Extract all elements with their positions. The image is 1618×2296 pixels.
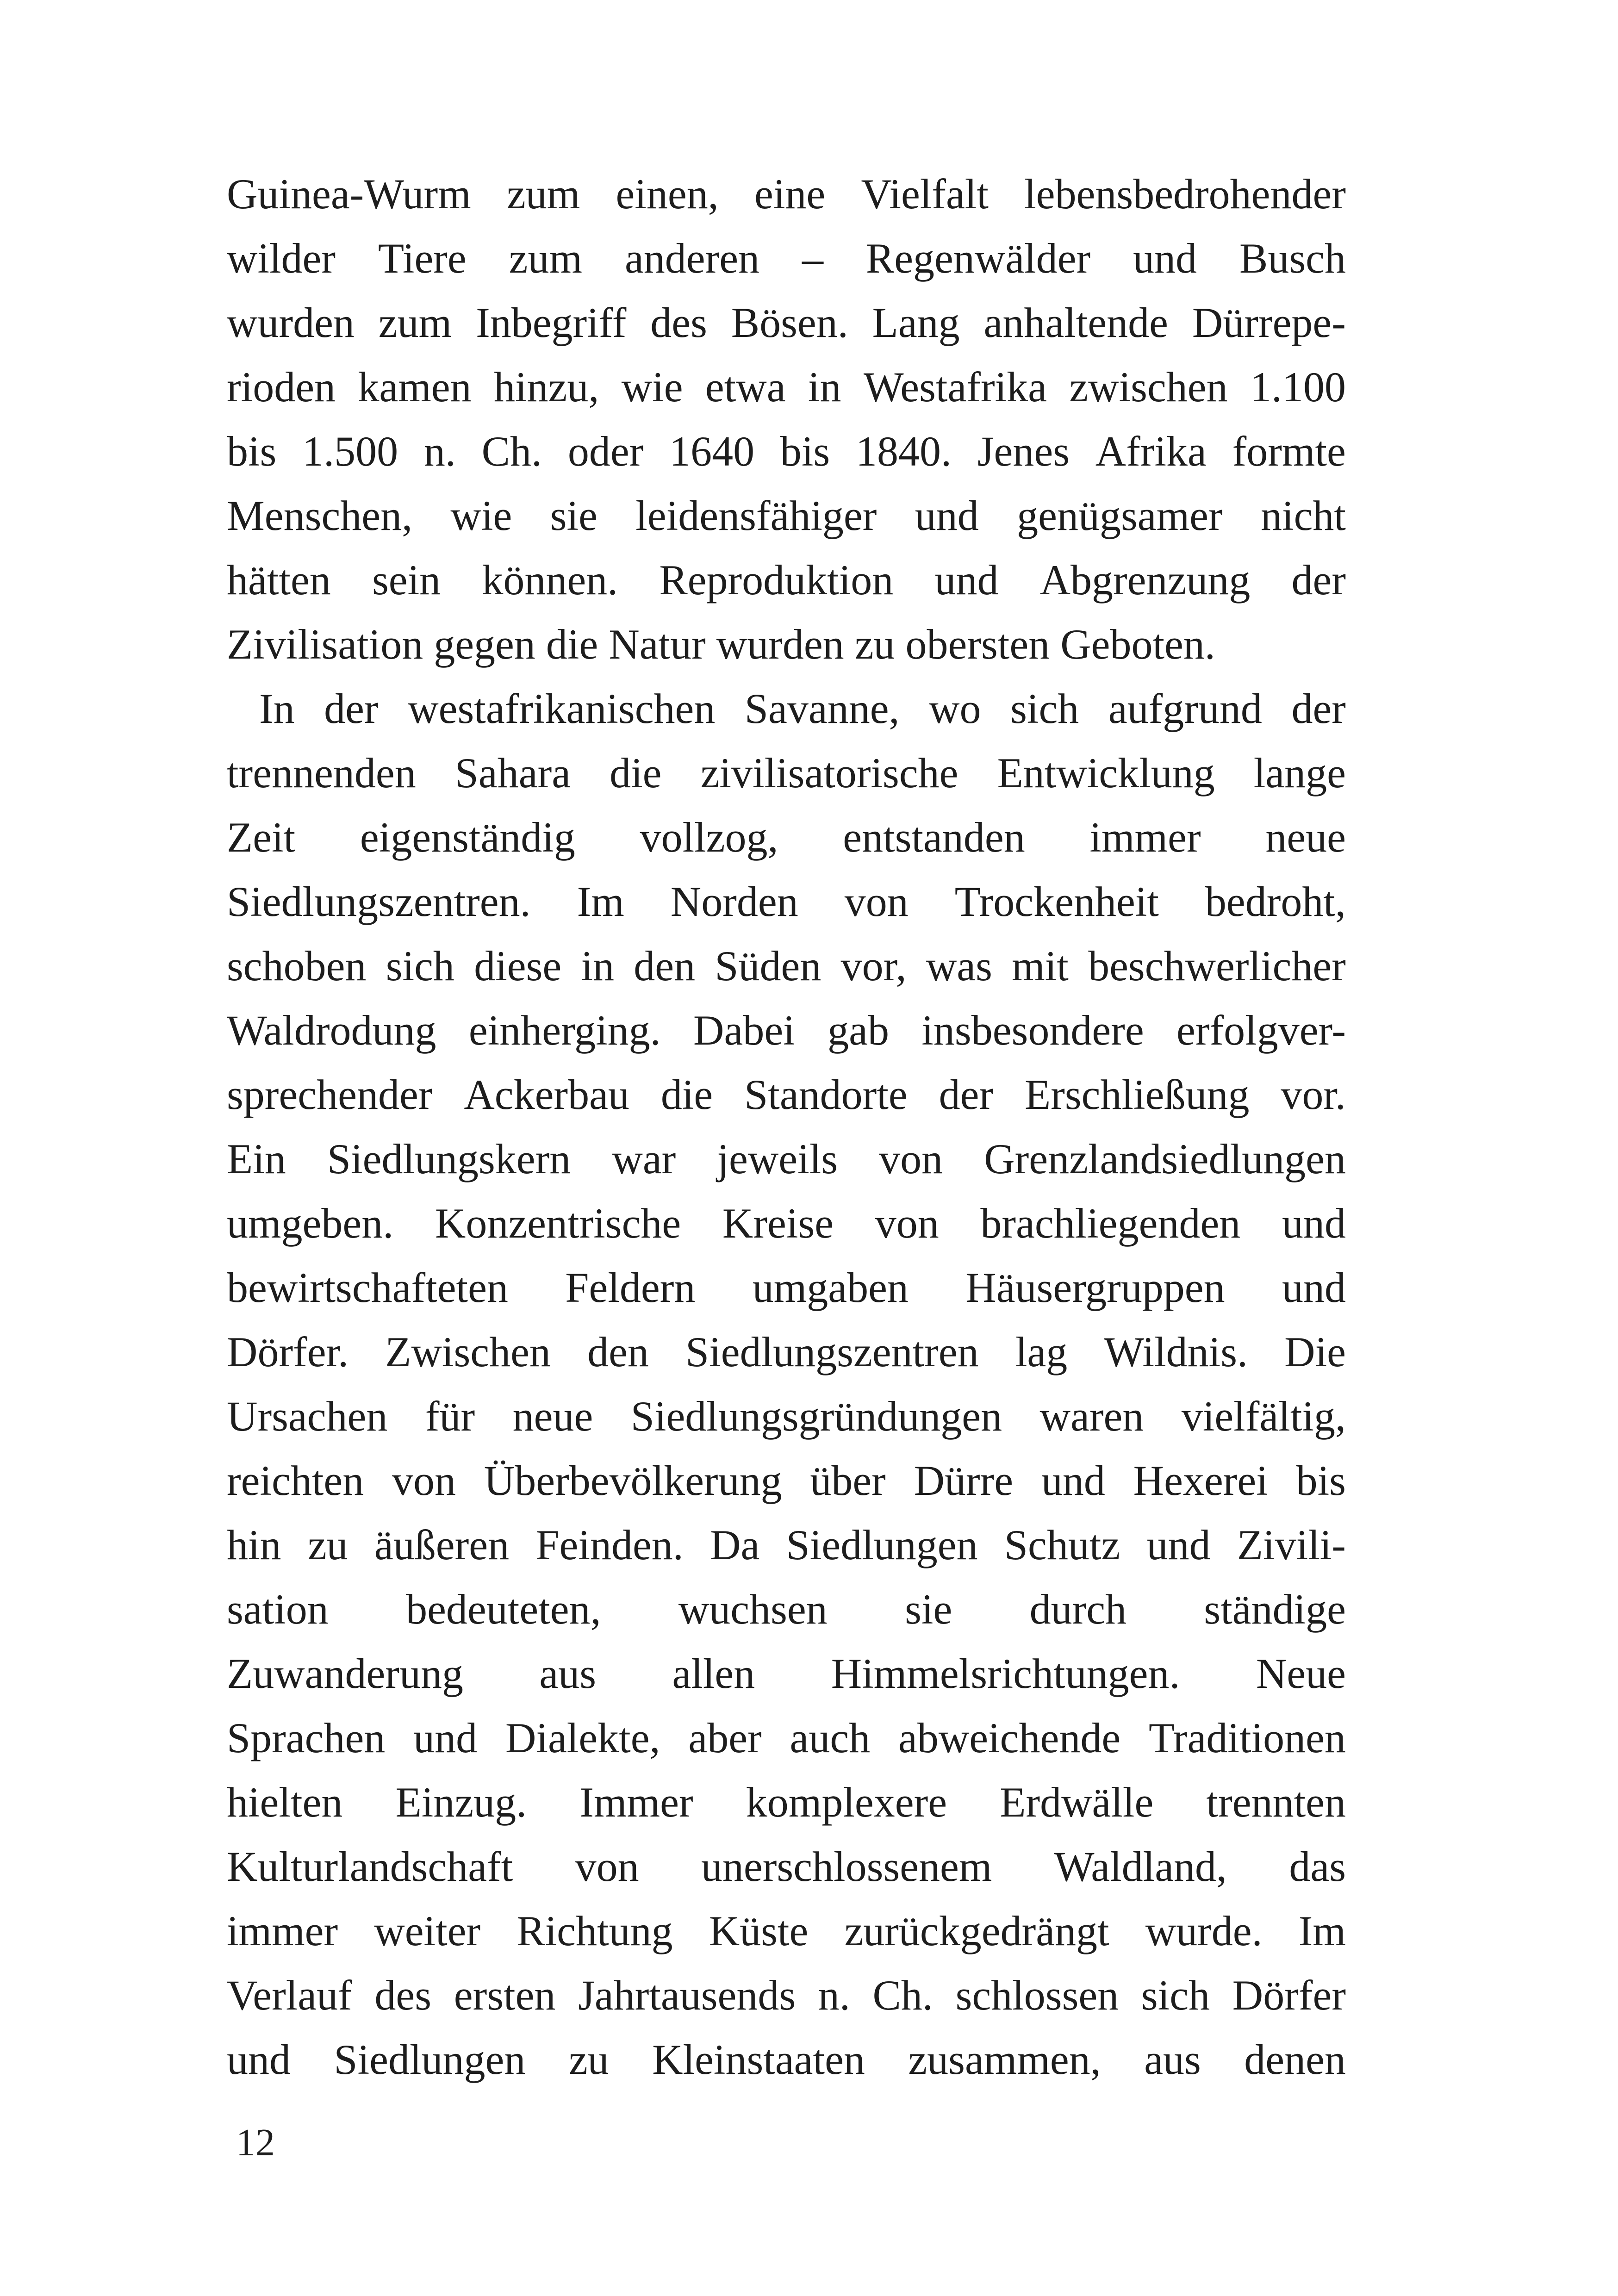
- word: zurückgedrängt: [844, 1907, 1109, 1954]
- word: Im: [1298, 1907, 1346, 1954]
- text-line: [227, 998, 1346, 1063]
- word: sich: [1010, 685, 1079, 732]
- word: in: [808, 363, 841, 411]
- word: umgaben: [752, 1264, 909, 1311]
- word: Süden: [715, 942, 821, 989]
- word: von: [875, 1200, 939, 1247]
- word: Immer: [579, 1779, 693, 1826]
- word: wilder: [227, 235, 336, 282]
- word: komplexere: [746, 1779, 947, 1826]
- word: ersten: [454, 1972, 556, 2019]
- word: formte: [1232, 428, 1346, 475]
- word: –: [802, 235, 823, 282]
- word: Ein: [227, 1135, 286, 1182]
- word: In: [259, 685, 295, 732]
- word: Regenwälder: [865, 235, 1091, 282]
- word: und: [1282, 1264, 1346, 1311]
- text-line: [227, 1899, 1346, 1963]
- text-line: [227, 1706, 1346, 1770]
- word: Trockenheit: [954, 878, 1159, 925]
- text-line: [227, 484, 1346, 548]
- word: Sprachen: [227, 1714, 386, 1761]
- word: und: [1282, 1200, 1346, 1247]
- word: der: [324, 685, 379, 732]
- text-line: [227, 1127, 1346, 1191]
- word: Geboten.: [1060, 621, 1215, 668]
- text-line: [227, 1642, 1346, 1706]
- word: zusammen,: [908, 2036, 1101, 2083]
- text-line: [227, 1577, 1346, 1642]
- word: Grenzlandsiedlungen: [984, 1135, 1346, 1182]
- text-line: [227, 162, 1346, 226]
- text-line: [227, 291, 1346, 355]
- word: hinzu,: [493, 363, 599, 411]
- word: sein: [372, 556, 441, 604]
- word: Ch.: [481, 428, 542, 475]
- word: Zivili-: [1237, 1521, 1346, 1568]
- word: für: [425, 1393, 475, 1440]
- word: lag: [1015, 1328, 1068, 1375]
- word: nicht: [1261, 492, 1346, 539]
- text-line: [227, 1191, 1346, 1256]
- word: Ackerbau: [464, 1071, 629, 1118]
- word: vor,: [840, 942, 907, 989]
- word: westafrikanischen: [408, 685, 716, 732]
- word: und: [1146, 1521, 1211, 1568]
- word: Erdwälle: [1000, 1779, 1154, 1826]
- word: die: [546, 621, 598, 668]
- text-line: [227, 870, 1346, 934]
- word: Sahara: [454, 749, 571, 796]
- word: wurden: [227, 299, 355, 346]
- word: wo: [929, 685, 981, 732]
- word: von: [575, 1843, 639, 1890]
- text-line: [227, 1256, 1346, 1320]
- word: durch: [1029, 1586, 1127, 1633]
- text-line: [227, 226, 1346, 291]
- text-line: [227, 355, 1346, 419]
- word: sie: [905, 1586, 952, 1633]
- word: Bösen.: [731, 299, 848, 346]
- word: bis: [227, 428, 277, 475]
- word: immer: [227, 1907, 338, 1954]
- word: und: [1041, 1457, 1105, 1504]
- text-line: [227, 1513, 1346, 1577]
- word: hielten: [227, 1779, 343, 1826]
- text-line: [227, 741, 1346, 805]
- word: wie: [450, 492, 512, 539]
- word: schoben: [227, 942, 367, 989]
- word: den: [634, 942, 696, 989]
- word: Tiere: [378, 235, 467, 282]
- word: des: [650, 299, 707, 346]
- word: Reproduktion: [659, 556, 894, 604]
- word: hin: [227, 1521, 281, 1568]
- word: Standorte: [744, 1071, 908, 1118]
- word: und: [413, 1714, 478, 1761]
- word: 1.500: [302, 428, 398, 475]
- word: rioden: [227, 363, 336, 411]
- word: Menschen,: [227, 492, 413, 539]
- word: jeweils: [717, 1135, 838, 1182]
- word: 1640: [669, 428, 755, 475]
- word: Einzug.: [395, 1779, 527, 1826]
- word: Im: [577, 878, 624, 925]
- word: des: [374, 1972, 432, 2019]
- word: trennenden: [227, 749, 416, 796]
- word: entstanden: [843, 814, 1025, 861]
- text-line: [227, 1384, 1346, 1449]
- text-line: [227, 419, 1346, 484]
- word: Dürre: [914, 1457, 1014, 1504]
- text-line: [227, 805, 1346, 870]
- word: Ursachen: [227, 1393, 388, 1440]
- word: kamen: [358, 363, 472, 411]
- word: aber: [688, 1714, 762, 1761]
- word: Waldrodung: [227, 1007, 436, 1054]
- word: Erschließung: [1025, 1071, 1250, 1118]
- word: Jenes: [977, 428, 1070, 475]
- word: Zwischen: [385, 1328, 551, 1375]
- word: gegen: [434, 621, 535, 668]
- word: vollzog,: [640, 814, 778, 861]
- word: Kreise: [722, 1200, 834, 1247]
- word: und: [934, 556, 999, 604]
- word: reichten: [227, 1457, 364, 1504]
- text-line: [227, 1063, 1346, 1127]
- word: Schutz: [1004, 1521, 1120, 1568]
- word: und: [915, 492, 979, 539]
- word: bis: [1296, 1457, 1346, 1504]
- word: wurde.: [1145, 1907, 1263, 1954]
- word: eine: [754, 170, 826, 218]
- word: in: [581, 942, 615, 989]
- word: ständige: [1204, 1586, 1346, 1633]
- word: wie: [621, 363, 683, 411]
- word: Siedlungen: [334, 2036, 526, 2083]
- word: immer: [1089, 814, 1201, 861]
- word: bedeuteten,: [406, 1586, 601, 1633]
- word: sich: [1141, 1972, 1210, 2019]
- word: was: [926, 942, 992, 989]
- word: auch: [790, 1714, 871, 1761]
- word: 1840.: [855, 428, 952, 475]
- word: zivilisatorische: [700, 749, 958, 796]
- word: Dörfer: [1232, 1972, 1346, 2019]
- word: schlossen: [955, 1972, 1119, 2019]
- word: Wildnis.: [1104, 1328, 1248, 1375]
- word: einherging.: [468, 1007, 661, 1054]
- word: unerschlossenem: [701, 1843, 992, 1890]
- word: n.: [423, 428, 456, 475]
- word: trennten: [1206, 1779, 1346, 1826]
- word: zu: [307, 1521, 348, 1568]
- word: von: [879, 1135, 943, 1182]
- word: Zuwanderung: [227, 1650, 463, 1697]
- word: Dürrepe-: [1192, 299, 1346, 346]
- word: Savanne,: [744, 685, 900, 732]
- word: der: [1291, 685, 1346, 732]
- word: neue: [512, 1393, 593, 1440]
- word: Siedlungsgründungen: [630, 1393, 1002, 1440]
- word: Entwicklung: [997, 749, 1215, 796]
- word: brachliegenden: [980, 1200, 1241, 1247]
- word: sich: [386, 942, 454, 989]
- word: mit: [1012, 942, 1069, 989]
- word: Waldland,: [1054, 1843, 1227, 1890]
- word: Dabei: [693, 1007, 795, 1054]
- text-line: [227, 548, 1346, 612]
- word: Lang: [872, 299, 960, 346]
- word: Da: [710, 1521, 760, 1568]
- word: Westafrika: [863, 363, 1047, 411]
- word: einen,: [616, 170, 719, 218]
- word: Häusergruppen: [965, 1264, 1225, 1311]
- word: zum: [378, 299, 452, 346]
- word: hätten: [227, 556, 331, 604]
- word: Abgrenzung: [1039, 556, 1251, 604]
- word: Afrika: [1095, 428, 1207, 475]
- word: Siedlungszentren: [685, 1328, 979, 1375]
- word: Zivilisation: [227, 621, 423, 668]
- word: lebensbedrohender: [1024, 170, 1346, 218]
- word: Busch: [1239, 235, 1346, 282]
- word: zum: [509, 235, 583, 282]
- word: Siedlungskern: [327, 1135, 571, 1182]
- text-line: [227, 1963, 1346, 2028]
- word: denen: [1244, 2036, 1346, 2083]
- word: Kulturlandschaft: [227, 1843, 513, 1890]
- word: zum: [506, 170, 580, 218]
- word: die: [610, 749, 662, 796]
- word: wurden: [716, 621, 844, 668]
- word: zu: [568, 2036, 609, 2083]
- word: Küste: [709, 1907, 809, 1954]
- word: n.: [818, 1972, 850, 2019]
- word: wuchsen: [678, 1586, 828, 1633]
- word: Inbegriff: [476, 299, 627, 346]
- word: gab: [828, 1007, 889, 1054]
- text-line: [227, 1835, 1346, 1899]
- word: beschwerlicher: [1088, 942, 1346, 989]
- text-line: [227, 934, 1346, 998]
- word: äußeren: [374, 1521, 510, 1568]
- word: diese: [474, 942, 562, 989]
- word: aus: [1144, 2036, 1201, 2083]
- text-line: [227, 1449, 1346, 1513]
- word: sation: [227, 1586, 329, 1633]
- word: Siedlungen: [786, 1521, 978, 1568]
- word: den: [587, 1328, 649, 1375]
- word: abweichende: [898, 1714, 1121, 1761]
- word: von: [392, 1457, 456, 1504]
- word: Zeit: [227, 814, 296, 861]
- word: Traditionen: [1148, 1714, 1346, 1761]
- word: können.: [482, 556, 618, 604]
- word: Dörfer.: [227, 1328, 349, 1375]
- word: Natur: [609, 621, 706, 668]
- word: der: [1291, 556, 1346, 604]
- word: und: [227, 2036, 291, 2083]
- word: Siedlungszentren.: [227, 878, 531, 925]
- word: insbesondere: [921, 1007, 1144, 1054]
- word: Ch.: [872, 1972, 933, 2019]
- word: anhaltende: [983, 299, 1168, 346]
- word: Himmelsrichtungen.: [831, 1650, 1180, 1697]
- text-line: [227, 677, 1346, 741]
- text-line: [227, 612, 1346, 677]
- word: neue: [1265, 814, 1346, 861]
- word: die: [660, 1071, 713, 1118]
- word: waren: [1039, 1393, 1144, 1440]
- word: und: [1133, 235, 1197, 282]
- word: obersten: [905, 621, 1050, 668]
- word: lange: [1253, 749, 1346, 796]
- word: eigenständig: [360, 814, 575, 861]
- word: über: [810, 1457, 886, 1504]
- word: genügsamer: [1017, 492, 1223, 539]
- word: erfolgver-: [1176, 1007, 1346, 1054]
- word: war: [612, 1135, 676, 1182]
- word: aus: [539, 1650, 597, 1697]
- word: Richtung: [517, 1907, 673, 1954]
- word: leidensfähiger: [635, 492, 877, 539]
- word: Feinden.: [535, 1521, 684, 1568]
- word: Feldern: [565, 1264, 696, 1311]
- word: zwischen: [1069, 363, 1228, 411]
- word: sprechender: [227, 1071, 433, 1118]
- word: umgeben.: [227, 1200, 394, 1247]
- word: anderen: [624, 235, 760, 282]
- word: 1.100: [1250, 363, 1346, 411]
- text-line: [227, 1320, 1346, 1384]
- word: oder: [567, 428, 644, 475]
- word: Guinea-Wurm: [227, 170, 471, 218]
- word: Die: [1284, 1328, 1346, 1375]
- word: Konzentrische: [435, 1200, 681, 1247]
- word: der: [939, 1071, 994, 1118]
- word: Neue: [1256, 1650, 1346, 1697]
- word: Vielfalt: [861, 170, 989, 218]
- word: bis: [780, 428, 830, 475]
- text-line: [227, 2028, 1346, 2092]
- word: bewirtschafteten: [227, 1264, 508, 1311]
- word: Hexerei: [1133, 1457, 1268, 1504]
- word: Dialekte,: [505, 1714, 660, 1761]
- word: weiter: [374, 1907, 481, 1954]
- body-text: [227, 162, 1346, 2092]
- word: bedroht,: [1205, 878, 1346, 925]
- word: zu: [854, 621, 895, 668]
- word: etwa: [705, 363, 786, 411]
- word: Überbevölkerung: [484, 1457, 782, 1504]
- word: sie: [550, 492, 597, 539]
- word: Norden: [670, 878, 798, 925]
- word: vor.: [1281, 1071, 1346, 1118]
- word: Verlauf: [227, 1972, 352, 2019]
- word: vielfältig,: [1181, 1393, 1346, 1440]
- word: aufgrund: [1108, 685, 1262, 732]
- word: von: [844, 878, 909, 925]
- word: das: [1289, 1843, 1346, 1890]
- word: Jahrtausends: [578, 1972, 796, 2019]
- word: allen: [672, 1650, 755, 1697]
- word: Kleinstaaten: [652, 2036, 865, 2083]
- text-line: [227, 1770, 1346, 1835]
- page-number: 12: [236, 2121, 275, 2164]
